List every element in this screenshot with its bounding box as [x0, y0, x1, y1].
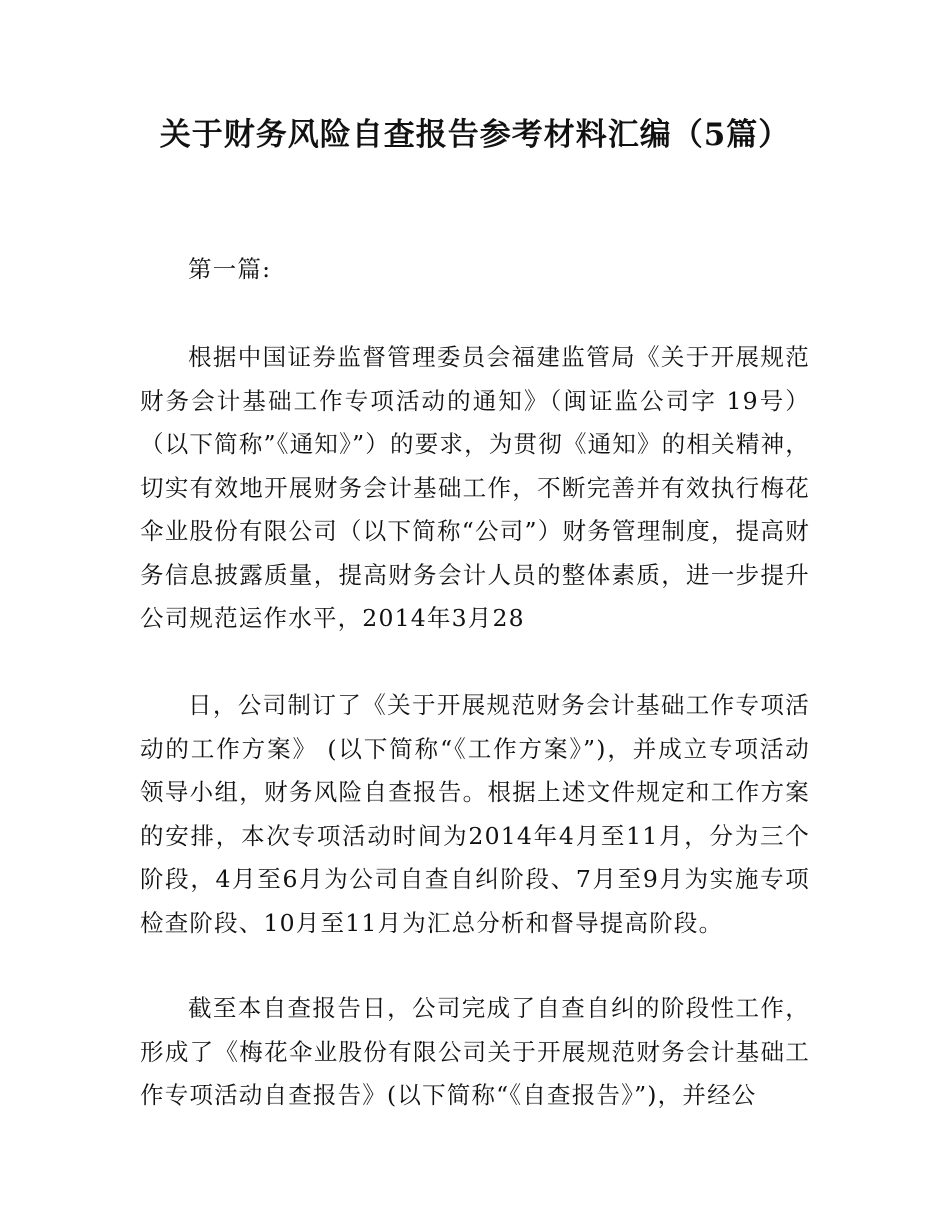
body-paragraph: 截至本自查报告日，公司完成了自查自纠的阶段性工作，形成了《梅花伞业股份有限公司关于开展规范财务会计基础工作专项活动自查报告》(以下简称“《自查报告》”)，并经公	[140, 994, 810, 1109]
section-heading: 第一篇:	[188, 255, 272, 283]
body-paragraph: 根据中国证券监督管理委员会福建监管局《关于开展规范财务会计基础工作专项活动的通知》（闽证监公司字 19号）（以下简称”《通知》”）的要求，为贯彻《通知》的相关精神，切实有效地开展财务会计基础工作，不断完善并有效执行梅花伞业股份有限公司（以下简称“公司”）财务管理制度，提高财务信息披露质量，提高财务会计人员的整体素质，进一步提升公司规范运作水平，2014年3月28	[140, 343, 810, 632]
body-paragraph: 日，公司制订了《关于开展规范财务会计基础工作专项活动的工作方案》 (以下简称“《工作方案》”)，并成立专项活动领导小组，财务风险自查报告。根据上述文件规定和工作方案的安排，本次专项活动时间为2014年4月至11月，分为三个阶段，4月至6月为公司自查自纠阶段、7月至9月为实施专项检查阶段、10月至11月为汇总分析和督导提高阶段。	[140, 691, 810, 937]
document-title: 关于财务风险自查报告参考材料汇编（5篇）	[159, 117, 791, 153]
